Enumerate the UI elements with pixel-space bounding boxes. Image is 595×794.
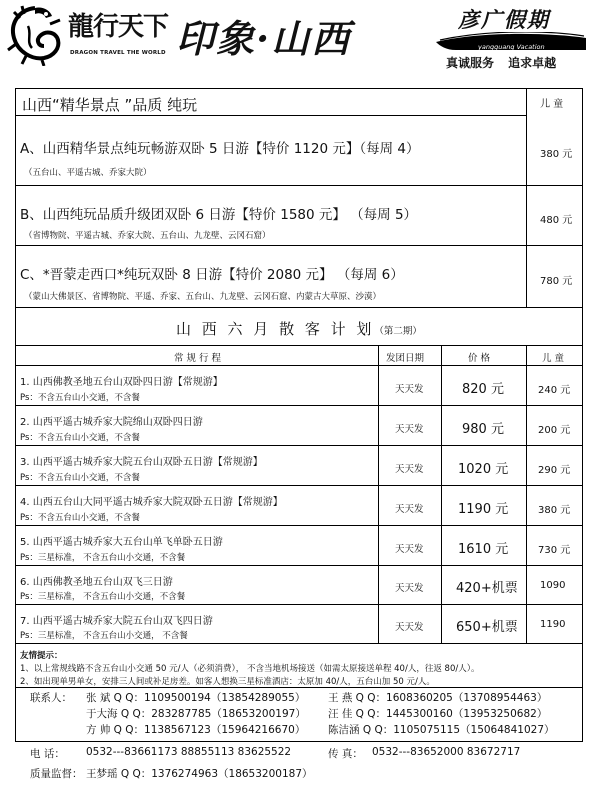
row-departure: 天天发 — [395, 544, 424, 555]
quality-supervisor-label: 质量监督： — [30, 768, 83, 780]
contact-person: 陈洁涵 Q Q：1105075115（15064841027） — [328, 724, 555, 736]
row-route-note: Ps：三星标准， 不含五台山小交通，不含餐 — [20, 592, 186, 602]
row-route-title: 4. 山西五台山大同平遥古城乔家大院双卧五日游【常规游】 — [20, 497, 283, 508]
row-route-title: 3. 山西平遥古城乔家大院五台山双卧五日游【常规游】 — [20, 457, 263, 468]
divider — [16, 245, 582, 246]
contact-label: 联系人： — [30, 692, 72, 704]
june-plan-title-text: 山 西 六 月 散 客 计 划 — [176, 320, 375, 338]
divider — [16, 345, 582, 346]
contact-person: 汪 佳 Q Q：1445300160（13953250682） — [328, 708, 548, 720]
route-column-header: 常 规 行 程 — [174, 353, 222, 364]
row-departure: 天天发 — [395, 464, 424, 475]
divider — [16, 687, 582, 688]
agency-subtitle: yangguang Vacation — [478, 43, 545, 51]
divider — [526, 345, 527, 643]
divider — [526, 89, 527, 307]
row-departure: 天天发 — [395, 384, 424, 395]
date-column-header: 发团日期 — [386, 353, 425, 364]
row-departure: 天天发 — [395, 424, 424, 435]
note-item: 1、以上常规线路不含五台山小交通 50 元/人（必须消费）， 不含当地机场接送（如需太原接送单程 40/人，往返 80/人）。 — [20, 664, 480, 674]
price-column-header: 价 格 — [468, 353, 491, 364]
divider — [16, 525, 582, 526]
notes-title: 友情提示： — [20, 651, 63, 661]
quality-supervisor: 王梦瑶 Q Q：1376274963（18653200187） — [86, 768, 313, 780]
package-b-desc: （省博物院、平遥古城、乔家大院、五台山、九龙壁、云冈石窟） — [24, 231, 271, 241]
row-price: 420+机票 — [456, 581, 518, 596]
divider — [16, 307, 582, 308]
dragon-logo-icon — [6, 4, 64, 66]
row-child-price: 380 元 — [538, 505, 571, 516]
row-route-note: Ps：三星标准， 不含五台山小交通，不含餐 — [20, 553, 186, 563]
row-departure: 天天发 — [395, 504, 424, 515]
package-c-title: C、*晋蒙走西口*纯玩双卧 8 日游【特价 2080 元】 （每周 6） — [20, 267, 404, 283]
row-route-note: Ps：不含五台山小交通，不含餐 — [20, 433, 140, 443]
child-price-header: 儿 童 — [540, 99, 564, 110]
contact-person: 王 燕 Q Q：1608360205（13708954463） — [328, 692, 548, 704]
row-child-price: 290 元 — [538, 465, 571, 476]
divider — [16, 565, 582, 566]
divider — [16, 643, 582, 644]
row-price: 650+机票 — [456, 620, 518, 635]
row-price: 1190 元 — [458, 502, 509, 517]
row-child-price: 1190 — [540, 619, 566, 630]
divider — [16, 115, 526, 116]
divider — [16, 604, 582, 605]
row-departure: 天天发 — [395, 583, 424, 594]
package-a-title: A、山西精华景点纯玩畅游双卧 5 日游【特价 1120 元】（每周 4） — [20, 141, 420, 157]
divider — [16, 485, 582, 486]
contact-person: 于大海 Q Q：283287785（18653200197） — [86, 708, 306, 720]
row-route-title: 1. 山西佛教圣地五台山双卧四日游【常规游】 — [20, 377, 223, 388]
june-plan-title-suffix: （第二期） — [374, 326, 422, 337]
row-child-price: 240 元 — [538, 385, 571, 396]
itinerary-table — [15, 88, 583, 742]
phone-numbers: 0532---83661173 88855113 83625522 — [86, 746, 292, 758]
note-item: 2、如出现单男单女，安排三人间或补足房差。如客人想换三星标准酒店：太原加 40/人，五台山加 50 元/人。 — [20, 677, 435, 687]
row-price: 820 元 — [462, 382, 504, 397]
divider — [378, 345, 379, 643]
fax-numbers: 0532---83652000 83672717 — [372, 746, 521, 758]
divider — [16, 405, 582, 406]
child-column-header: 儿 童 — [542, 353, 565, 364]
row-price: 980 元 — [462, 422, 504, 437]
package-a-child-price: 380 元 — [540, 149, 573, 160]
row-price: 1020 元 — [458, 462, 509, 477]
row-child-price: 730 元 — [538, 545, 571, 556]
fax-label: 传 真： — [328, 748, 363, 760]
package-a-desc: （五台山、平遥古城、乔家大院） — [24, 168, 152, 178]
agency-motto: 真诚服务 追求卓越 — [446, 56, 557, 70]
row-route-title: 7. 山西平遥古城乔家大院五台山双飞四日游 — [20, 616, 213, 627]
section1-title: 山西“精华景点 ”品质 纯玩 — [22, 96, 198, 114]
row-route-title: 2. 山西平遥古城乔家大院绵山双卧四日游 — [20, 417, 203, 428]
package-c-desc: （蒙山大佛景区、省博物院、平遥、乔家、五台山、九龙壁、云冈石窟、内蒙古大草原、沙漠） — [24, 292, 382, 302]
page-header — [0, 0, 595, 78]
divider — [441, 345, 442, 643]
divider — [16, 185, 582, 186]
contact-person: 方 帅 Q Q：1138567123（15964216670） — [86, 724, 306, 736]
row-price: 1610 元 — [458, 542, 509, 557]
row-route-note: Ps：不含五台山小交通，不含餐 — [20, 393, 140, 403]
package-b-title: B、山西纯玩品质升级团双卧 6 日游【特价 1580 元】 （每周 5） — [20, 207, 418, 223]
brand-subtitle: DRAGON TRAVEL THE WORLD — [70, 50, 166, 56]
row-child-price: 200 元 — [538, 425, 571, 436]
row-route-title: 5. 山西平遥古城乔家大五台山单飞单卧五日游 — [20, 537, 223, 548]
row-route-note: Ps：不含五台山小交通，不含餐 — [20, 513, 140, 523]
row-departure: 天天发 — [395, 622, 424, 633]
slogan-title: 印象·山西 — [176, 16, 352, 61]
june-plan-title — [176, 318, 422, 339]
row-route-note: Ps：三星标准， 不含五台山小交通， 不含餐 — [20, 631, 188, 641]
package-b-child-price: 480 元 — [540, 215, 573, 226]
agency-name: 彦广假期 — [458, 7, 550, 32]
row-child-price: 1090 — [540, 580, 566, 591]
row-route-title: 6. 山西佛教圣地五台山双飞三日游 — [20, 577, 173, 588]
brand-name: 龍行天下 — [68, 12, 169, 42]
divider — [16, 445, 582, 446]
row-route-note: Ps：不含五台山小交通，不含餐 — [20, 473, 140, 483]
contact-person: 张 斌 Q Q：1109500194（13854289055） — [86, 692, 306, 704]
divider — [16, 365, 582, 366]
phone-label: 电 话： — [30, 748, 65, 760]
package-c-child-price: 780 元 — [540, 276, 573, 287]
